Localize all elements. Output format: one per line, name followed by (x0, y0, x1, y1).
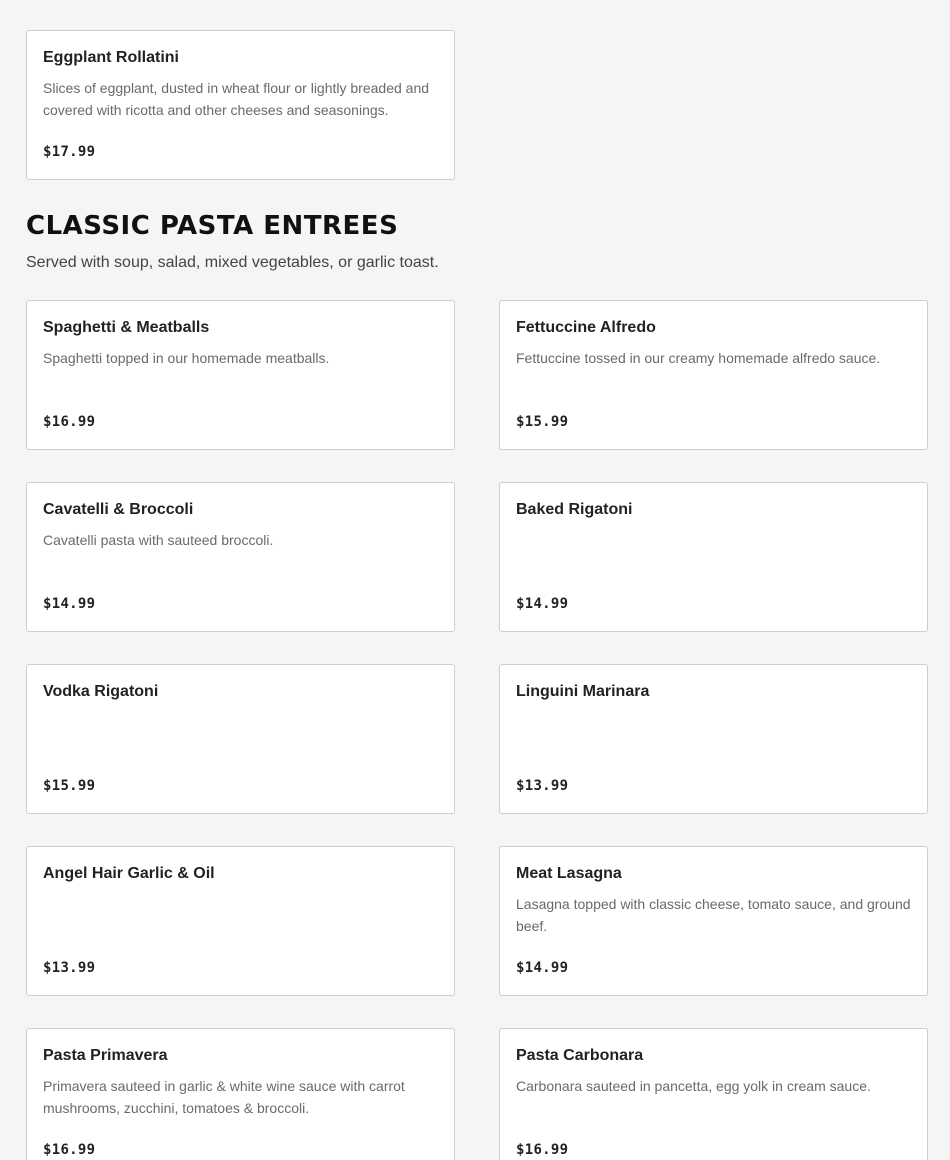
item-name: Baked Rigatoni (516, 501, 633, 518)
item-description: Primavera sauteed in garlic & white wine sauce with carrot mushrooms, zucchini, tomatoes & broccoli. (43, 1078, 405, 1116)
item-description: Fettuccine tossed in our creamy homemade alfredo sauce. (516, 350, 881, 366)
item-name: Spaghetti & Meatballs (43, 319, 210, 336)
item-description: Slices of eggplant, dusted in wheat flour or lightly breaded and covered with ricotta and other cheeses and seasonings. (43, 80, 430, 118)
item-name: Cavatelli & Broccoli (43, 501, 194, 518)
item-name: Meat Lasagna (516, 865, 622, 882)
menu-item-card[interactable] (499, 300, 928, 450)
item-name: Eggplant Rollatini (43, 49, 179, 66)
item-name: Angel Hair Garlic & Oil (43, 865, 215, 882)
item-name: Linguini Marinara (516, 683, 650, 700)
item-price: $16.99 (516, 1142, 569, 1158)
menu-item-card[interactable] (499, 1028, 928, 1160)
item-description: Carbonara sauteed in pancetta, egg yolk in cream sauce. (516, 1078, 871, 1094)
menu-item-card[interactable] (26, 30, 455, 180)
item-price: $14.99 (43, 596, 96, 612)
item-price: $17.99 (43, 144, 96, 160)
menu-item-card[interactable] (26, 482, 455, 632)
item-price: $16.99 (43, 414, 96, 430)
section-title: CLASSIC PASTA ENTREES (26, 211, 399, 241)
item-price: $16.99 (43, 1142, 96, 1158)
item-name: Pasta Carbonara (516, 1047, 644, 1064)
item-name: Vodka Rigatoni (43, 683, 159, 700)
item-name: Pasta Primavera (43, 1047, 168, 1064)
item-price: $15.99 (43, 778, 96, 794)
item-price: $14.99 (516, 960, 569, 976)
item-price: $13.99 (516, 778, 569, 794)
item-price: $15.99 (516, 414, 569, 430)
menu-item-card[interactable] (499, 482, 928, 632)
item-price: $14.99 (516, 596, 569, 612)
menu-item-card[interactable] (26, 664, 455, 814)
menu-item-card[interactable] (499, 846, 928, 996)
menu-item-card[interactable] (26, 300, 455, 450)
item-description: Spaghetti topped in our homemade meatballs. (43, 350, 330, 366)
item-price: $13.99 (43, 960, 96, 976)
section-subtitle: Served with soup, salad, mixed vegetables, or garlic toast. (26, 254, 439, 271)
menu-item-card[interactable] (499, 664, 928, 814)
menu-item-card[interactable] (26, 1028, 455, 1160)
item-description: Cavatelli pasta with sauteed broccoli. (43, 532, 274, 548)
item-name: Fettuccine Alfredo (516, 319, 656, 336)
menu-item-card[interactable] (26, 846, 455, 996)
item-description: Lasagna topped with classic cheese, tomato sauce, and ground beef. (516, 896, 911, 934)
